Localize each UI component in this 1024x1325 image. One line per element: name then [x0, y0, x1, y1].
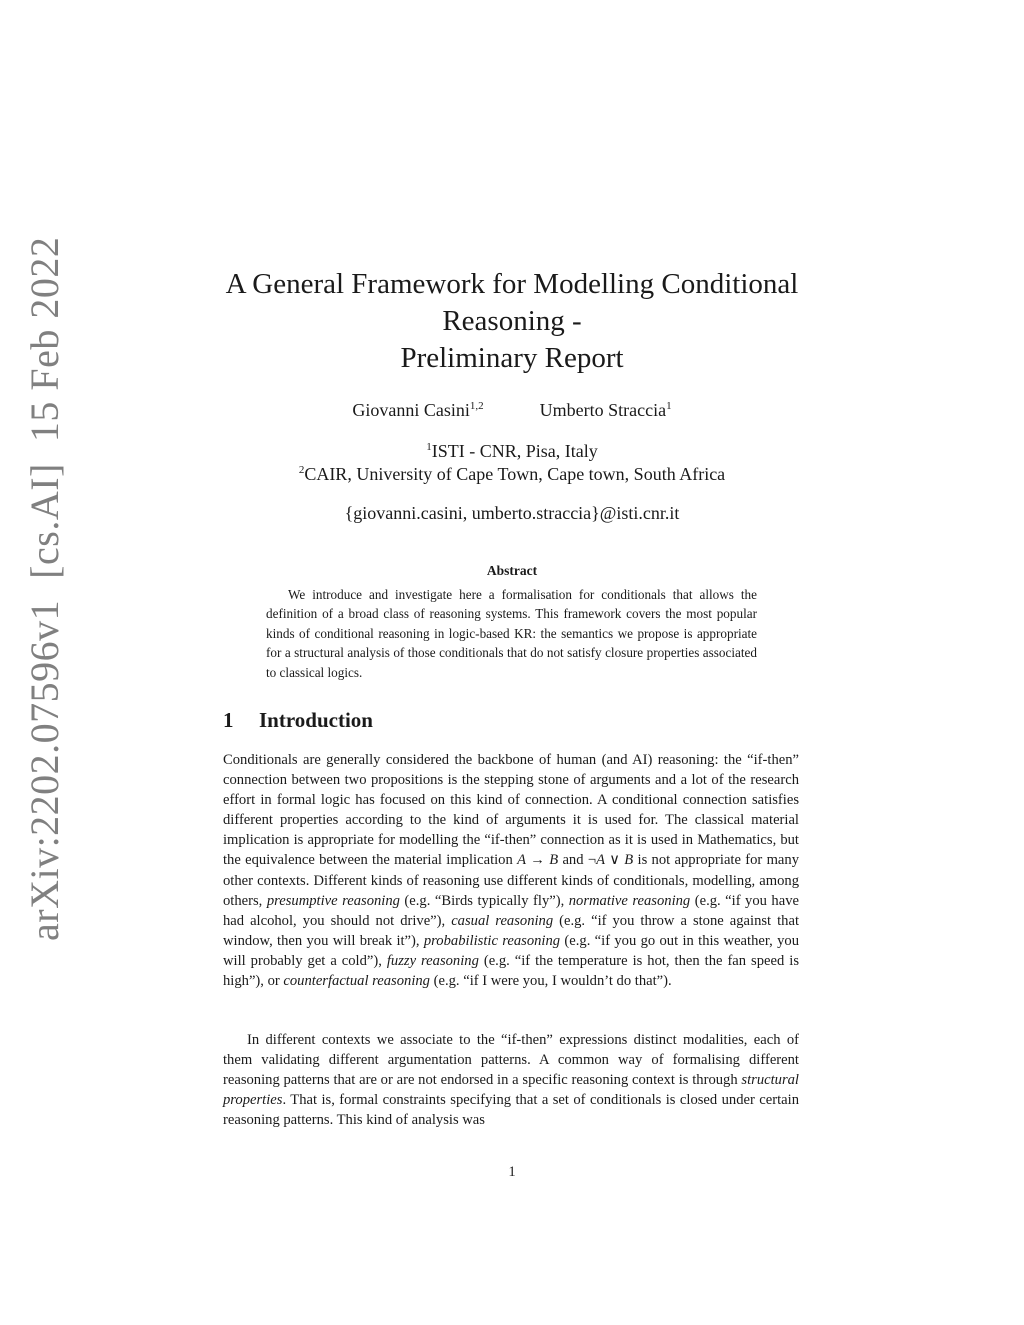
- author-name: Giovanni Casini: [352, 400, 470, 420]
- text-run: (e.g. “if you have had alcohol, you should not drive”),: [223, 892, 799, 929]
- text-run: In different contexts we associate to the “if-then” expressions distinct modalities, each of them validating different argumentation patterns. A common way of formalising different reasoning patterns that are or are not endorsed in a specific reasoning context is through: [223, 1032, 799, 1089]
- text-run: (e.g. “if you go out in this weather, you will probably get a cold”),: [223, 932, 799, 969]
- emphasis: normative reasoning: [568, 892, 691, 909]
- author-name: Umberto Straccia: [539, 400, 667, 420]
- paper-title: [160, 266, 864, 377]
- abstract-text: We introduce and investigate here a formalisation for conditionals that allows the definition of a broad class of reasoning systems. This framework covers the most popular kinds of conditional reasoning in logic-based KR: the semantics we propose is appropriate for a structural analysis of those conditionals that do not satisfy closure properties associated to classical logics.: [266, 587, 757, 680]
- text-run: (e.g. “if the temperature is hot, then the fan speed is high”), or: [223, 952, 799, 990]
- text-run: Conditionals are generally considered the backbone of human (and AI) reasoning: the “if-then” connection between two propositions is the stepping stone of arguments and a lot of the research effort in formal logic has focused on this kind of connection. A conditional connection satisfies different properties according to the kind of arguments it is used for. The classical material implication is appropriate for modelling the “if-then” connection as it is used in Mathematics, but the equivalence between the material implication: [223, 752, 799, 869]
- affiliation-text: ISTI - CNR, Pisa, Italy: [431, 441, 598, 461]
- affiliation-mark: 1: [426, 441, 432, 453]
- emphasis: casual reasoning: [451, 912, 554, 929]
- author-list: [160, 399, 864, 421]
- title-line: Preliminary Report: [400, 342, 624, 374]
- math-operator: ∨: [604, 852, 625, 869]
- author: [352, 399, 483, 421]
- title-line: A General Framework for Modelling Conditional: [225, 268, 799, 300]
- affiliation-text: CAIR, University of Cape Town, Cape town, South Africa: [304, 464, 726, 484]
- contact-email: {giovanni.casini, umberto.straccia}@isti.cnr.it: [344, 503, 680, 523]
- section-title: Introduction: [259, 708, 373, 732]
- emphasis: probabilistic reasoning: [423, 932, 561, 949]
- affiliation: [160, 463, 864, 486]
- text-run: (e.g. “if I were you, I wouldn’t do that”).: [429, 973, 672, 990]
- title-line: Reasoning -: [442, 305, 582, 337]
- text-run: is not appropriate for many other contexts. Different kinds of reasoning use different kinds of conditionals, modelling, among others,: [223, 852, 800, 909]
- affiliation-mark: 2: [298, 464, 305, 476]
- author-affiliation-mark: 1: [666, 400, 672, 412]
- math-operator: →: [526, 852, 550, 869]
- affiliation: [160, 440, 864, 463]
- section-heading: [223, 706, 373, 734]
- author: [540, 399, 672, 421]
- math-symbol: B: [549, 852, 559, 869]
- text-run: (e.g. “Birds typically fly”),: [399, 892, 569, 909]
- body-paragraph: [223, 750, 799, 991]
- arxiv-identifier: arXiv:2202.07596v1 [cs.AI] 15 Feb 2022: [22, 236, 67, 941]
- section-number: 1: [223, 708, 234, 732]
- math-symbol: A: [596, 852, 605, 869]
- emphasis: fuzzy reasoning: [386, 952, 479, 969]
- text-run: (e.g. “if you throw a stone against that window, then you will break it”),: [223, 912, 800, 949]
- text-run: and: [558, 852, 588, 869]
- page-number: 1: [508, 1164, 516, 1180]
- math-operator: ¬: [587, 852, 597, 869]
- emphasis: structural properties: [223, 1072, 799, 1109]
- emphasis: presumptive reasoning: [266, 892, 400, 909]
- body-paragraph: [223, 1030, 799, 1130]
- text-run: . That is, formal constraints specifying that a set of conditionals is closed under certain reasoning patterns. This kind of analysis was: [223, 1092, 799, 1129]
- math-symbol: A: [517, 852, 526, 869]
- emphasis: counterfactual reasoning: [283, 973, 430, 990]
- math-symbol: B: [624, 852, 634, 869]
- author-affiliation-mark: 1,2: [469, 400, 484, 412]
- abstract-heading: Abstract: [486, 563, 538, 578]
